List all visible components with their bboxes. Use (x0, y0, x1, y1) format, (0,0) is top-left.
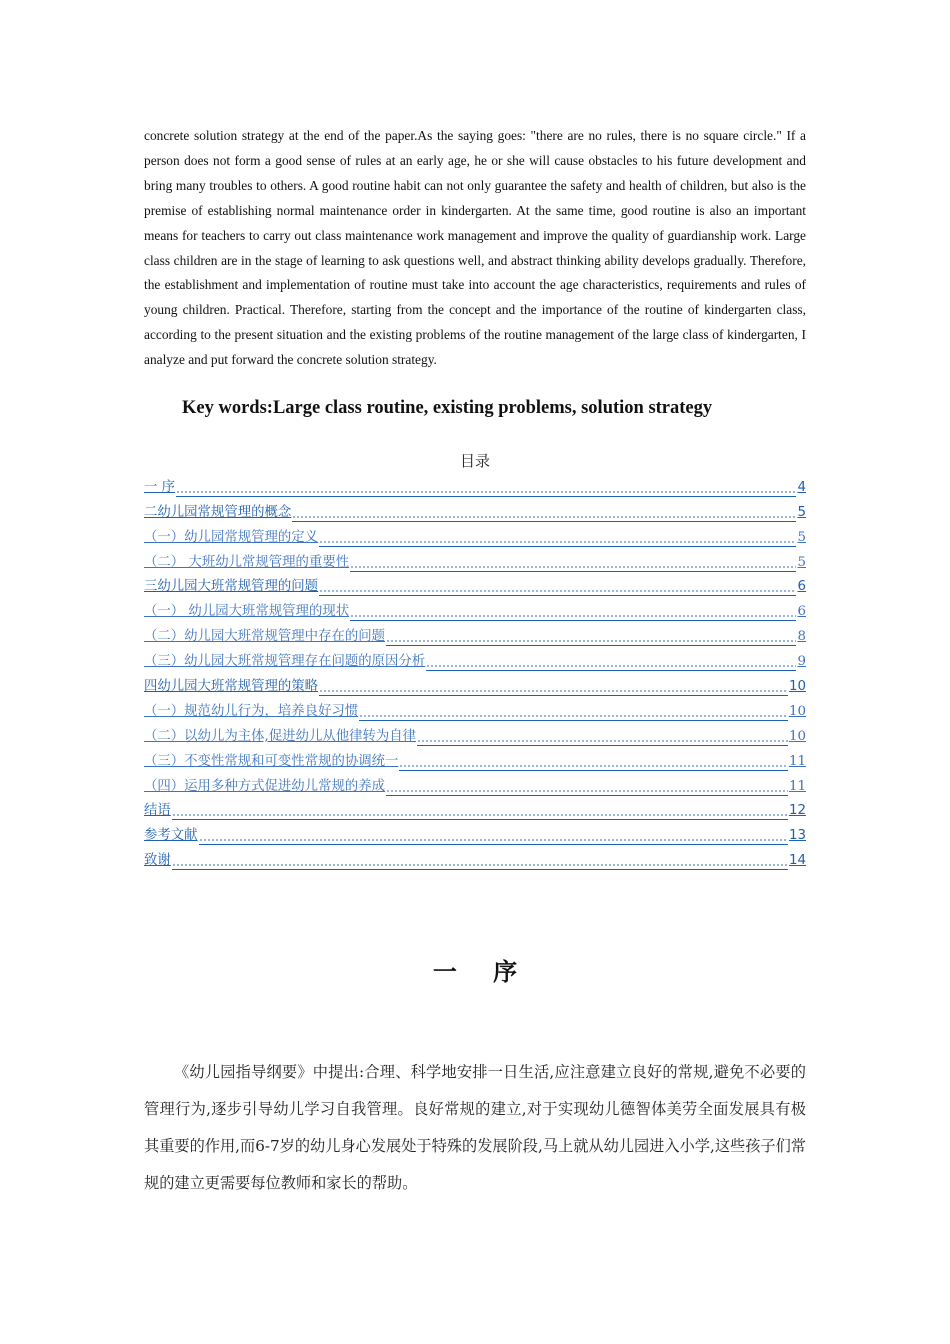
toc-dot-leader (399, 751, 788, 771)
toc-entry[interactable] (144, 596, 806, 621)
toc-dot-leader (199, 825, 788, 845)
toc-entry-page: 5 (797, 554, 806, 570)
toc-entry-label: （二） 大班幼儿常规管理的重要性 (144, 554, 350, 570)
toc-entry-label: 致谢 (144, 853, 171, 869)
toc-dot-leader (292, 502, 796, 522)
toc-entry-page: 12 (788, 803, 806, 819)
toc-entry-label: 参考文献 (144, 828, 198, 844)
toc-entry-page: 10 (788, 679, 806, 695)
toc-entry-label: （一） 幼儿园大班常规管理的现状 (144, 604, 350, 620)
toc-entry-page: 10 (788, 703, 806, 719)
toc-entry-label: （二）幼儿园大班常规管理中存在的问题 (144, 629, 386, 645)
toc-entry[interactable] (144, 671, 806, 696)
toc-entry-page: 9 (797, 654, 806, 670)
toc-entry[interactable] (144, 746, 806, 771)
section-heading: 一 序 (432, 958, 532, 986)
toc-entry-page: 4 (797, 479, 806, 495)
toc-entry[interactable] (144, 572, 806, 597)
toc-entry[interactable] (144, 771, 806, 796)
toc-entry[interactable] (144, 472, 806, 497)
toc-dot-leader (350, 601, 796, 621)
toc-entry[interactable] (144, 721, 806, 746)
toc-entry-label: （四）运用多种方式促进幼儿常规的养成 (144, 778, 386, 794)
toc-entry[interactable] (144, 621, 806, 646)
toc-entry-label: 一 序 (144, 479, 176, 495)
toc-entry-label: （三）幼儿园大班常规管理存在问题的原因分析 (144, 654, 426, 670)
toc-entry-page: 11 (788, 778, 806, 794)
table-of-contents (144, 472, 806, 870)
toc-entry-page: 6 (797, 579, 806, 595)
abstract-paragraph: concrete solution strategy at the end of the paper.As the saying goes: "there are no rules, there is no square circle." If a person does not form a good sense of rules at an early age, he or she will cause obstacles to his future development and bring many troubles to others. A good routine habit can not only guarantee the safety and health of children, but also is the premise of establishing normal maintenance order in kindergarten. At the same time, good routine is also an important means for teachers to carry out class maintenance work management and improve the quality of guardianship work. Large class children are in the stage of learning to ask questions well, and abstract thinking ability develops gradually. Therefore, the establishment and implementation of routine must take into account the age characteristics, requirements and rules of young children. Practical. Therefore, starting from the concept and the importance of the routine of kindergarten class, according to the present situation and the existing problems of the routine management of the large class of kindergarten, I analyze and put forward the concrete solution strategy. (144, 128, 806, 368)
toc-entry[interactable] (144, 547, 806, 572)
toc-entry-page: 13 (788, 828, 806, 844)
toc-dot-leader (172, 800, 788, 820)
toc-entry-page: 8 (797, 629, 806, 645)
toc-entry[interactable] (144, 845, 806, 870)
toc-entry-page: 5 (797, 504, 806, 520)
toc-dot-leader (386, 626, 796, 646)
toc-entry[interactable] (144, 696, 806, 721)
toc-entry-label: 三幼儿园大班常规管理的问题 (144, 579, 319, 595)
toc-entry-label: （一）幼儿园常规管理的定义 (144, 529, 319, 545)
toc-entry-label: （三）不变性常规和可变性常规的协调统一 (144, 753, 399, 769)
toc-entry-label: （二）以幼儿为主体,促进幼儿从他律转为自律 (144, 728, 417, 744)
toc-entry-page: 11 (788, 753, 806, 769)
toc-entry[interactable] (144, 820, 806, 845)
toc-dot-leader (426, 651, 796, 671)
toc-entry[interactable] (144, 796, 806, 821)
toc-dot-leader (359, 701, 788, 721)
toc-entry[interactable] (144, 646, 806, 671)
toc-entry-page: 10 (788, 728, 806, 744)
toc-dot-leader (350, 552, 796, 572)
toc-dot-leader (319, 576, 796, 596)
toc-entry[interactable] (144, 497, 806, 522)
toc-dot-leader (172, 850, 788, 870)
toc-dot-leader (319, 676, 788, 696)
toc-dot-leader (386, 776, 788, 796)
toc-entry-page: 14 (788, 853, 806, 869)
toc-entry-label: 四幼儿园大班常规管理的策略 (144, 679, 319, 695)
toc-entry-label: （一）规范幼儿行为，培养良好习惯 (144, 703, 359, 719)
toc-dot-leader (319, 527, 796, 547)
toc-entry-page: 6 (797, 604, 806, 620)
toc-entry[interactable] (144, 522, 806, 547)
toc-entry-label: 二幼儿园常规管理的概念 (144, 504, 292, 520)
toc-dot-leader (417, 726, 788, 746)
toc-entry-page: 5 (797, 529, 806, 545)
keywords-line: Key words:Large class routine, existing problems, solution strategy (182, 398, 713, 418)
toc-entry-label: 结语 (144, 803, 171, 819)
toc-dot-leader (176, 477, 796, 497)
toc-title: 目录 (459, 452, 490, 470)
section-paragraph: 《幼儿园指导纲要》中提出:合理、科学地安排一日生活,应注意建立良好的常规,避免不必要的管理行为,逐步引导幼儿学习自我管理。良好常规的建立,对于实现幼儿德智体美劳全面发展具有极其重要的作用,而6-7岁的幼儿身心发展处于特殊的发展阶段,马上就从幼儿园进入小学,这些孩子们常规的建立更需要每位教师和家长的帮助。 (144, 1063, 806, 1192)
